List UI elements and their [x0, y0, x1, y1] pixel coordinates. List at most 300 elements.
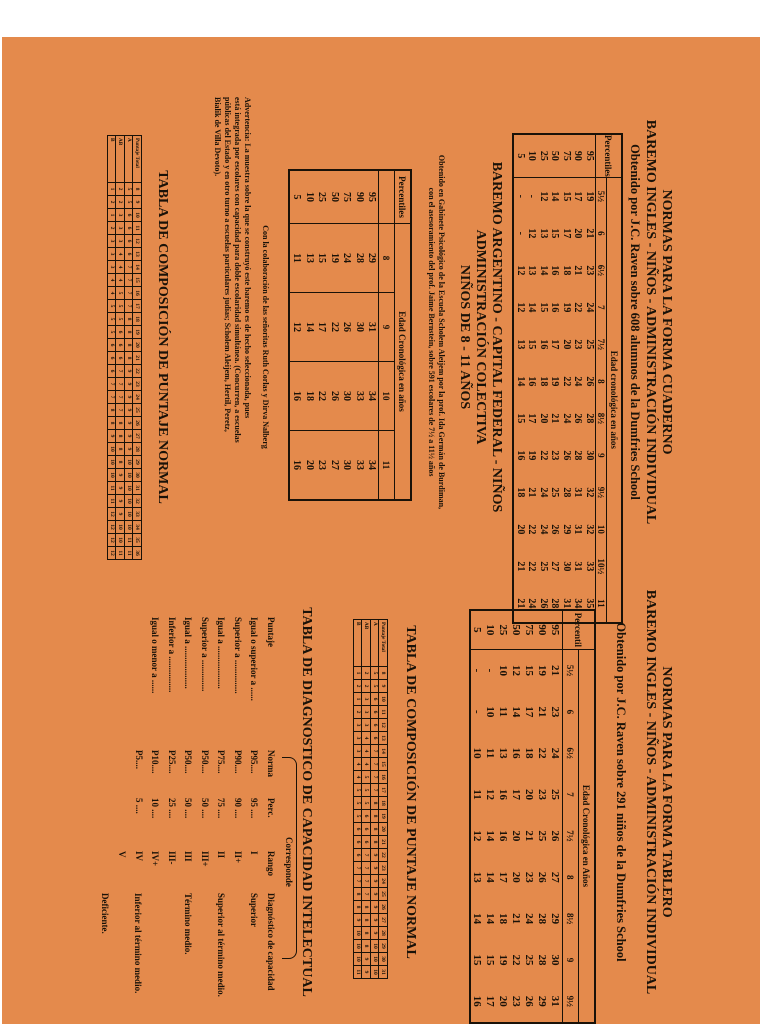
value-cell: 12 — [537, 191, 549, 202]
percentile-cell: 5 — [290, 170, 304, 224]
age-header: 6½ — [596, 252, 607, 289]
table-row — [316, 170, 329, 500]
composition-cell: 7 — [362, 849, 371, 862]
composition-cell: 9 — [125, 417, 134, 430]
argentino-notes — [426, 87, 446, 577]
puntaje-item: Igual o superior a ...... — [249, 617, 260, 701]
value-cell: 27 — [328, 431, 341, 501]
value-cell: 14 — [537, 265, 549, 276]
value-cell: 26 — [536, 871, 549, 883]
composition-cell: 9 — [371, 888, 380, 901]
composition-cell: 33 — [133, 508, 142, 521]
composition-row — [379, 620, 388, 979]
value-cell: 13 — [303, 224, 316, 293]
row-label: A — [371, 620, 380, 667]
row-label: B — [108, 136, 117, 183]
cuaderno-subtitle2: Obtenido por J.C. Raven sobre 608 alumnos de la Dumfries School — [628, 144, 642, 500]
age-header: 10 — [596, 511, 607, 548]
composition-cell: 5 — [108, 326, 117, 339]
composicion-right-wrap — [353, 619, 388, 979]
composition-cell: 11 — [354, 966, 363, 979]
value-cell: 25 — [549, 487, 561, 498]
value-cell: 10 — [471, 747, 484, 759]
composition-cell: 8 — [108, 417, 117, 430]
value-cell: 19 — [560, 302, 572, 313]
composition-cell: 4 — [362, 758, 371, 771]
composition-cell: 5 — [354, 797, 363, 810]
value-cell: 34 — [366, 362, 379, 431]
composition-row — [133, 136, 142, 560]
table-row — [341, 170, 354, 500]
value-cell: 31 — [560, 598, 572, 609]
value-cell: 28 — [353, 224, 366, 293]
table-row — [514, 134, 527, 623]
composition-cell: 27 — [379, 914, 388, 927]
value-cell: 12 — [514, 265, 526, 276]
composition-cell: 6 — [354, 823, 363, 836]
composition-cell: 2 — [362, 667, 371, 680]
corresponde-brace — [282, 757, 297, 959]
value-cell: 28 — [536, 954, 549, 966]
value-cell: 12 — [471, 830, 484, 842]
composition-cell: 4 — [108, 287, 117, 300]
age-header: 10½ — [596, 548, 607, 585]
composition-cell: 13 — [379, 732, 388, 745]
composition-cell: 8 — [354, 888, 363, 901]
h-perc: Perc. — [266, 798, 276, 818]
value-cell: - — [484, 668, 497, 673]
composition-cell: 8 — [362, 927, 371, 940]
argentino-header — [456, 127, 504, 547]
composition-cell: 9 — [354, 914, 363, 927]
composition-cell: 8 — [125, 313, 134, 326]
value-cell: 14 — [514, 376, 526, 387]
composition-cell: 8 — [371, 823, 380, 836]
composition-cell: 4 — [108, 274, 117, 287]
composition-cell: 5 — [125, 196, 134, 209]
composition-cell: 6 — [362, 823, 371, 836]
composition-cell: 9 — [125, 404, 134, 417]
row-label: Puntaje Total — [379, 620, 388, 667]
composition-cell: 11 — [125, 534, 134, 547]
composition-cell: 6 — [125, 222, 134, 235]
table-row — [328, 170, 341, 500]
composition-cell: 2 — [108, 196, 117, 209]
warning-line4: Bialik de Villa Devoto). — [213, 97, 222, 177]
value-cell: 30 — [353, 293, 366, 362]
value-cell: 23 — [523, 871, 536, 883]
perc-item: 25 .... — [167, 798, 177, 819]
value-cell: 19 — [526, 450, 538, 461]
value-cell: 30 — [560, 561, 572, 572]
composition-cell: 1 — [108, 209, 117, 222]
composition-cell: 15 — [379, 758, 388, 771]
composition-cell: 11 — [108, 495, 117, 508]
table-row — [510, 610, 523, 1023]
age-header: 8½ — [596, 400, 607, 437]
composition-cell: 25 — [133, 404, 142, 417]
percentile-cell: 50 — [510, 610, 523, 649]
composition-cell: 30 — [133, 469, 142, 482]
table-row — [549, 610, 563, 1023]
composition-cell: 9 — [362, 966, 371, 979]
composition-cell: 10 — [125, 456, 134, 469]
composition-cell: 10 — [108, 456, 117, 469]
composition-cell: 7 — [354, 862, 363, 875]
composition-cell: 36 — [133, 547, 142, 560]
value-cell: 23 — [572, 339, 584, 350]
value-cell: 14 — [510, 706, 523, 718]
composition-cell: 12 — [108, 534, 117, 547]
percentile-cell: 10 — [526, 134, 538, 177]
value-cell: 17 — [523, 706, 536, 718]
value-cell: 35 — [583, 598, 595, 609]
composition-cell: 1 — [354, 667, 363, 680]
col-puntaje — [150, 617, 276, 701]
composition-cell: 3 — [116, 209, 125, 222]
value-cell: 22 — [526, 561, 538, 572]
percentile-cell: 95 — [366, 170, 379, 224]
composition-cell: 21 — [133, 352, 142, 365]
tablero-title: NORMAS PARA LA FORMA TABLERO — [659, 666, 674, 918]
age-header: 9½ — [563, 981, 579, 1023]
composition-cell: 24 — [133, 391, 142, 404]
composition-cell: 6 — [116, 352, 125, 365]
value-cell: 26 — [549, 830, 562, 842]
composition-cell: 21 — [379, 836, 388, 849]
diagnostico-table — [46, 617, 276, 1017]
composition-cell: 8 — [354, 901, 363, 914]
composition-cell: 10 — [354, 953, 363, 966]
composition-cell: 10 — [354, 927, 363, 940]
value-cell: 22 — [316, 362, 329, 431]
value-cell: 28 — [536, 913, 549, 925]
col-diag — [100, 893, 276, 997]
composition-cell: 10 — [125, 482, 134, 495]
value-cell: 17 — [572, 191, 584, 202]
value-cell: 13 — [537, 228, 549, 239]
tablero-table — [469, 609, 596, 1024]
argentino-note2: con el asesoramiento del prof. Jaime Bernstein, sobre 591 escolares de 7½ a 11½ años — [427, 187, 436, 477]
percentile-cell: 90 — [353, 170, 366, 224]
value-cell: 21 — [549, 664, 562, 676]
value-cell: 21 — [514, 598, 526, 609]
composition-cell: 13 — [133, 248, 142, 261]
norma-item: P50.... — [183, 750, 194, 774]
value-cell: 15 — [549, 228, 561, 239]
percentile-cell: 75 — [523, 610, 536, 649]
diag-item: Superior — [249, 893, 260, 928]
composition-cell: 7 — [116, 365, 125, 378]
composition-cell: 8 — [125, 326, 134, 339]
value-cell: 29 — [536, 995, 549, 1007]
value-cell: 26 — [537, 598, 549, 609]
puntaje-item: Superior a ............... — [233, 617, 243, 694]
value-cell: 32 — [583, 487, 595, 498]
argentino-table-wrap — [289, 169, 413, 501]
composition-cell: 8 — [371, 810, 380, 823]
composition-cell: 6 — [125, 209, 134, 222]
perc-item: 5 .... — [134, 798, 144, 814]
composition-cell: 8 — [116, 456, 125, 469]
puntaje-item: Superior a .............. — [200, 617, 210, 692]
value-cell: 17 — [510, 789, 523, 801]
composition-cell: 19 — [133, 326, 142, 339]
composition-cell: 18 — [379, 797, 388, 810]
percentile-cell: 25 — [497, 610, 510, 649]
composition-cell: 12 — [133, 235, 142, 248]
value-cell: 14 — [484, 871, 497, 883]
value-cell: 23 — [536, 789, 549, 801]
composicion-right-title: TABLA DE COMPOSICIÓN DE PUNTAJE NORMAL — [403, 625, 418, 959]
value-cell: 26 — [572, 413, 584, 424]
argentino-warning — [212, 97, 252, 577]
composition-cell: 2 — [116, 183, 125, 196]
norma-item: P50.... — [200, 750, 210, 774]
value-cell: 18 — [537, 376, 549, 387]
composition-cell: 7 — [371, 784, 380, 797]
value-cell: 22 — [536, 747, 549, 759]
perc-item: 95 .... — [249, 798, 260, 819]
value-cell: 15 — [523, 664, 536, 676]
value-cell: 22 — [537, 450, 549, 461]
composition-cell: 11 — [379, 706, 388, 719]
composition-row — [362, 620, 371, 979]
value-cell: 26 — [341, 293, 354, 362]
composition-cell: 4 — [116, 261, 125, 274]
composition-cell: 7 — [125, 287, 134, 300]
composition-cell: 10 — [125, 508, 134, 521]
composition-cell: 7 — [125, 274, 134, 287]
composition-cell: 22 — [133, 365, 142, 378]
age-header: 6 — [563, 691, 579, 732]
puntaje-item: Igual a ................... — [183, 617, 194, 689]
rango-item: I — [249, 851, 260, 855]
composition-cell: 6 — [108, 365, 117, 378]
composition-cell: 8 — [116, 417, 125, 430]
composition-cell: 31 — [133, 482, 142, 495]
cuaderno-subtitle: BAREMO INGLES - NIÑOS - ADMINISTRACIÓN INDIVIDUAL — [643, 119, 658, 525]
argentino-subtitle2: NIÑOS DE 8 - 11 AÑOS — [457, 264, 472, 410]
composition-cell: 5 — [371, 680, 380, 693]
value-cell: 31 — [366, 293, 379, 362]
h-diag: Diagnóstico de capacidad — [266, 893, 276, 991]
value-cell: 17 — [560, 228, 572, 239]
composition-cell: 3 — [354, 719, 363, 732]
composition-cell: 12 — [108, 508, 117, 521]
value-cell: 34 — [572, 598, 584, 609]
composition-cell: 9 — [116, 508, 125, 521]
warning-line2: está integrada por escolares con capacidad para doble escolaridad simultánea. (Concurren, a escuelas — [233, 97, 242, 443]
perc-item: 75 .... — [216, 798, 227, 819]
age-header: 9 — [563, 939, 579, 980]
composition-cell: 10 — [125, 469, 134, 482]
composition-cell: 5 — [108, 300, 117, 313]
value-cell: 28 — [583, 413, 595, 424]
col-norma — [134, 750, 276, 777]
composition-cell: 26 — [133, 417, 142, 430]
composition-cell: 9 — [371, 849, 380, 862]
value-cell: 24 — [523, 913, 536, 925]
composition-cell: 10 — [125, 495, 134, 508]
percentile-cell: 10 — [303, 170, 316, 224]
argentino-header-pct: Percentiles — [395, 170, 412, 224]
value-cell: 21 — [583, 228, 595, 239]
value-cell: 13 — [497, 747, 510, 759]
value-cell: 23 — [549, 706, 562, 718]
rotated-content — [2, 37, 760, 1024]
composition-cell: 7 — [108, 391, 117, 404]
composition-cell: 20 — [379, 823, 388, 836]
value-cell: 21 — [510, 913, 523, 925]
composition-row — [354, 620, 363, 979]
composition-cell: 6 — [371, 719, 380, 732]
value-cell: 19 — [497, 954, 510, 966]
composition-cell: 3 — [108, 248, 117, 261]
composition-row — [125, 136, 134, 560]
value-cell: 15 — [560, 191, 572, 202]
composition-cell: 11 — [125, 547, 134, 560]
composition-cell: 8 — [108, 404, 117, 417]
table-row — [561, 134, 573, 623]
composition-cell: 7 — [116, 404, 125, 417]
table-row — [470, 610, 484, 1023]
composition-cell: 3 — [362, 706, 371, 719]
value-cell: 24 — [583, 302, 595, 313]
composition-cell: 17 — [133, 300, 142, 313]
value-cell: 22 — [328, 293, 341, 362]
value-cell: 14 — [526, 302, 538, 313]
composition-cell: 3 — [116, 222, 125, 235]
composicion-left-table — [107, 135, 142, 560]
composition-cell: 2 — [362, 680, 371, 693]
composition-cell: 8 — [371, 836, 380, 849]
composition-cell: 10 — [116, 521, 125, 534]
diagnostico-title: TABLA DE DIAGNOSTICO DE CAPACIDAD INTELECTUAL — [299, 607, 314, 997]
value-cell: 12 — [510, 664, 523, 676]
value-cell: 16 — [290, 362, 304, 431]
composition-cell: 7 — [371, 745, 380, 758]
value-cell: 10 — [484, 706, 497, 718]
age-header: 6½ — [563, 733, 579, 774]
composition-cell: 29 — [133, 456, 142, 469]
value-cell: 12 — [526, 228, 538, 239]
value-cell: 25 — [537, 561, 549, 572]
age-header: 7½ — [596, 326, 607, 363]
value-cell: 21 — [536, 706, 549, 718]
value-cell: 19 — [536, 664, 549, 676]
value-cell: 29 — [366, 224, 379, 293]
composition-cell: 18 — [133, 313, 142, 326]
value-cell: 33 — [583, 561, 595, 572]
composition-cell: 15 — [133, 274, 142, 287]
value-cell: 23 — [583, 265, 595, 276]
value-cell: 14 — [549, 191, 561, 202]
table-row — [526, 134, 538, 623]
rango-item: III — [183, 851, 194, 862]
composition-cell: 5 — [108, 313, 117, 326]
composition-row — [371, 620, 380, 979]
value-cell: - — [514, 194, 526, 198]
value-cell: 25 — [583, 339, 595, 350]
value-cell: 16 — [549, 302, 561, 313]
value-cell: 23 — [316, 431, 329, 501]
age-header: 7 — [596, 289, 607, 326]
value-cell: 20 — [497, 995, 510, 1007]
composition-cell: 5 — [116, 313, 125, 326]
composition-cell: 4 — [354, 771, 363, 784]
tablero-header — [613, 582, 674, 1002]
col-rango — [117, 851, 276, 877]
value-cell: 20 — [523, 789, 536, 801]
composition-cell: 23 — [133, 378, 142, 391]
warning-line3: públicas del Estado y en otro turno a escuelas particulares judías; Scholem Aleijem, Hertil, Peretz, — [223, 97, 232, 432]
row-label: AB — [362, 620, 371, 667]
value-cell: 34 — [366, 431, 379, 501]
age-header: 9 — [379, 293, 395, 362]
composition-cell: 10 — [354, 940, 363, 953]
percentile-cell: 5 — [514, 134, 527, 177]
composition-cell: 5 — [125, 183, 134, 196]
composition-cell: 9 — [362, 953, 371, 966]
composition-cell: 3 — [108, 261, 117, 274]
tablero-subtitle: BAREMO INGLES - NIÑOS - ADMINISTRACIÓN INDIVIDUAL — [643, 589, 658, 995]
value-cell: 23 — [549, 450, 561, 461]
value-cell: 14 — [484, 913, 497, 925]
argentino-subtitle: ADMINISTRACIÓN COLECTIVA — [473, 229, 488, 445]
composition-cell: 11 — [108, 482, 117, 495]
value-cell: - — [471, 668, 484, 673]
composition-cell: 9 — [108, 430, 117, 443]
percentile-cell: 90 — [572, 134, 584, 177]
value-cell: 16 — [497, 830, 510, 842]
value-cell: 11 — [471, 789, 484, 800]
h-norma: Norma — [266, 750, 276, 777]
composition-cell: 10 — [133, 209, 142, 222]
composition-cell: 6 — [116, 326, 125, 339]
value-cell: 16 — [514, 450, 526, 461]
value-cell: 21 — [549, 413, 561, 424]
value-cell: 12 — [290, 293, 304, 362]
composition-cell: 5 — [362, 797, 371, 810]
puntaje-item: Igual a ................... — [216, 617, 227, 689]
age-header: 8 — [596, 363, 607, 400]
table-row — [353, 170, 366, 500]
row-label: AB — [116, 136, 125, 183]
age-header: 6 — [596, 215, 607, 252]
composition-cell: 6 — [354, 849, 363, 862]
value-cell: 19 — [549, 376, 561, 387]
composition-cell: 35 — [133, 534, 142, 547]
composition-cell: 7 — [108, 378, 117, 391]
diag-item: Inferior al término medio. — [133, 893, 144, 994]
value-cell: 15 — [484, 954, 497, 966]
table-row — [549, 134, 561, 623]
norma-item: P90.... — [233, 750, 243, 774]
value-cell: 32 — [583, 524, 595, 535]
composition-cell: 28 — [379, 927, 388, 940]
composition-cell: 6 — [108, 352, 117, 365]
value-cell: 24 — [537, 487, 549, 498]
composition-cell: 29 — [379, 940, 388, 953]
value-cell: 23 — [510, 995, 523, 1007]
value-cell: 30 — [583, 450, 595, 461]
table-row — [536, 610, 549, 1023]
composition-cell: 22 — [379, 849, 388, 862]
cuaderno-table — [513, 133, 624, 624]
argentino-title: BAREMO ARGENTINO - CAPITAL FEDERAL - NIÑOS — [489, 161, 504, 513]
cuaderno-title: NORMAS PARA LA FORMA CUADERNO — [659, 189, 674, 455]
